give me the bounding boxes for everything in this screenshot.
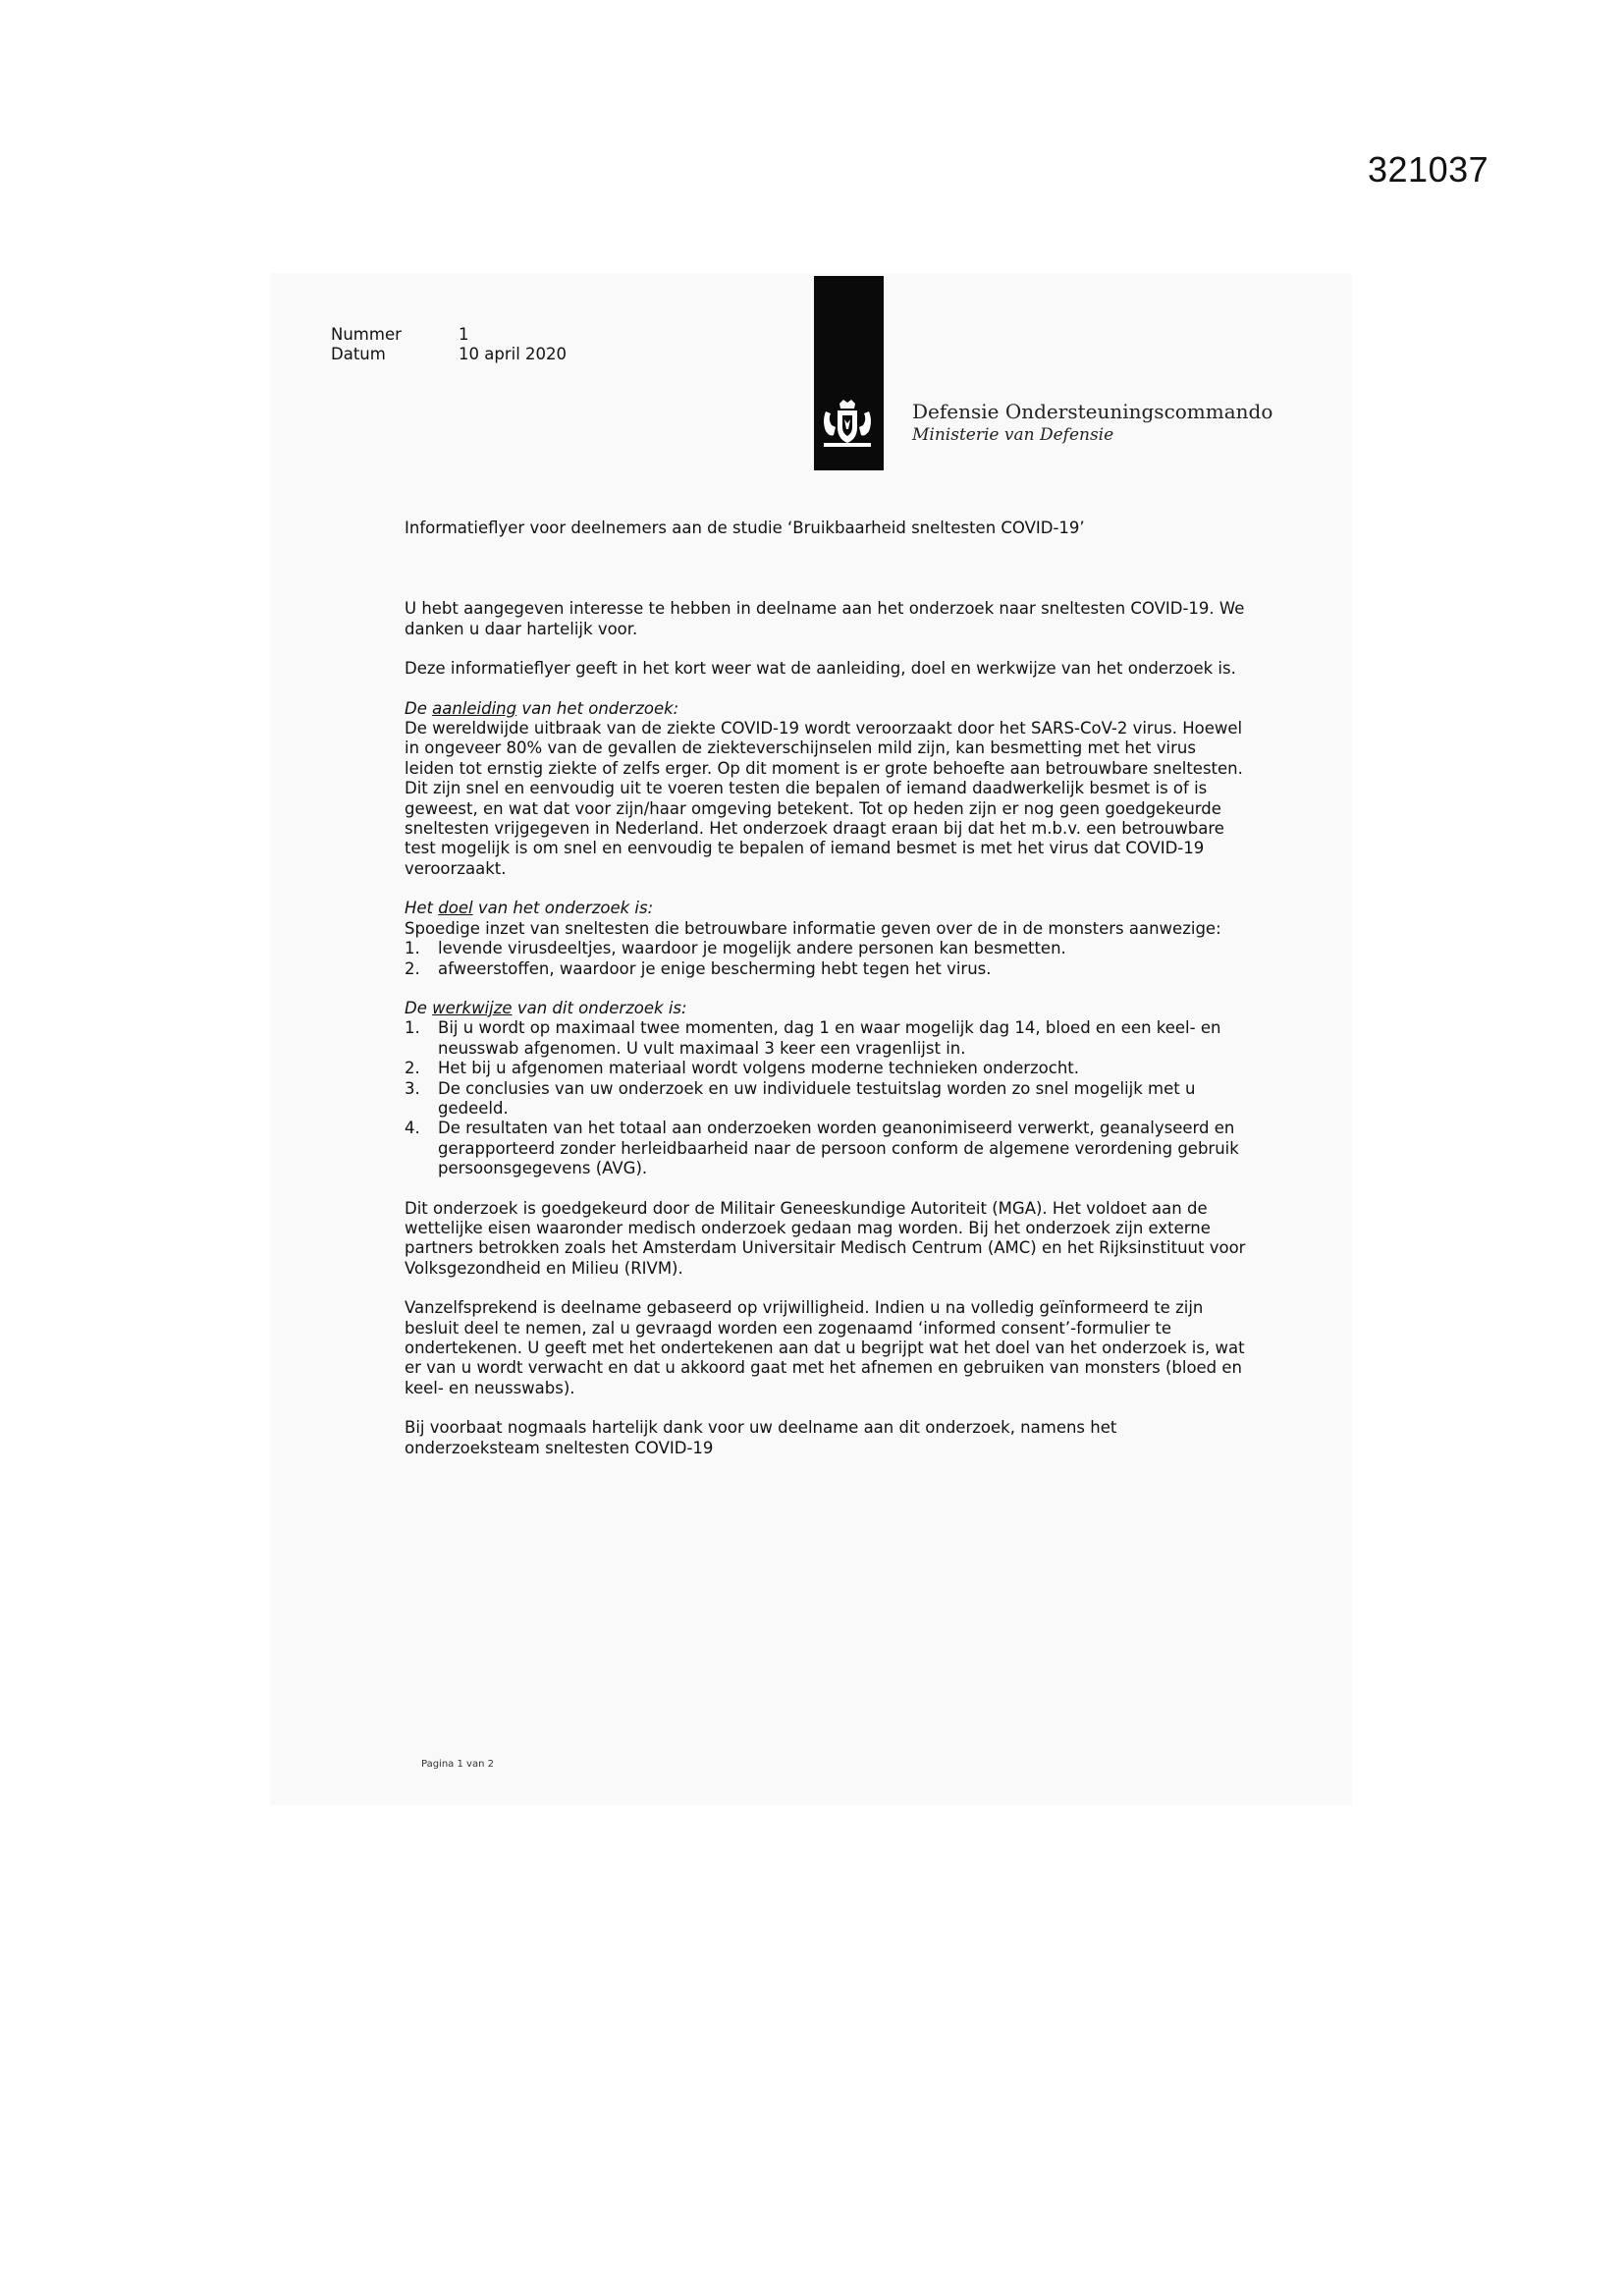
intro-paragraph-2: Deze informatieflyer geeft in het kort weer wat de aanleiding, doel en werkwijze van het onderzoek is. xyxy=(405,659,1236,679)
list-item: 4. De resultaten van het totaal aan onderzoeken worden geanonimiseerd verwerkt, geanalyseerd en gerapporteerd zonder herleidbaarheid naar de persoon conform de algemene verordening gebruik persoonsgegevens (AVG). xyxy=(405,1119,1239,1178)
doel-list xyxy=(405,939,1249,979)
closing-paragraph: Bij voorbaat nogmaals hartelijk dank voor uw deelname aan dit onderzoek, namens het onderzoeksteam sneltesten COVID-19 xyxy=(405,1418,1117,1457)
list-item: 3. De conclusies van uw onderzoek en uw individuele testuitslag worden zo snel mogelijk met u gedeeld. xyxy=(405,1078,1196,1118)
document-meta xyxy=(331,325,567,364)
werkwijze-list xyxy=(405,1018,1249,1178)
list-item: 1. Bij u wordt op maximaal twee momenten, dag 1 en waar mogelijk dag 14, bloed en een keel- en neusswab afgenomen. U vult maximaal 3 keer een vragenlijst in. xyxy=(405,1018,1221,1058)
ministry-name: Ministerie van Defensie xyxy=(912,425,1114,445)
organization xyxy=(912,399,1272,446)
aanleiding-heading: De aanleiding van het onderzoek: xyxy=(405,698,679,718)
doel-heading: Het doel van het onderzoek is: xyxy=(405,899,654,918)
list-item: 2. afweerstoffen, waardoor je enige bescherming hebt tegen het virus. xyxy=(405,958,992,978)
doel-text: Spoedige inzet van sneltesten die betrouwbare informatie geven over de in de monsters aanwezige: xyxy=(405,918,1221,938)
intro-paragraph: U hebt aangegeven interesse te hebben in deelname aan het onderzoek naar sneltesten COVID-19. We danken u daar hartelijk voor. xyxy=(405,599,1245,638)
datum-label: Datum xyxy=(331,345,386,363)
page-footer: Pagina 1 van 2 xyxy=(421,1759,494,1770)
list-item: 2. Het bij u afgenomen materiaal wordt volgens moderne technieken onderzocht. xyxy=(405,1059,1080,1078)
royal-crest-icon xyxy=(818,398,877,453)
nummer-label: Nummer xyxy=(331,325,402,344)
flyer-title: Informatieflyer voor deelnemers aan de studie ‘Bruikbaarheid sneltesten COVID-19’ xyxy=(405,519,1085,537)
letter-body xyxy=(405,519,1249,1458)
werkwijze-heading: De werkwijze van dit onderzoek is: xyxy=(405,998,687,1017)
document-number: 321037 xyxy=(1368,149,1489,190)
datum-value: 10 april 2020 xyxy=(459,345,568,363)
nummer-value: 1 xyxy=(459,325,469,344)
aanleiding-text: De wereldwijde uitbraak van de ziekte COVID-19 wordt veroorzaakt door het SARS-CoV-2 virus. Hoewel in ongeveer 80% van de gevallen de ziekteverschijnselen mild zijn, kan besmetting met het virus leiden tot ernstig ziekte of zelfs erger. Op dit moment is er grote behoefte aan betrouwbare sneltesten. Dit zijn snel en eenvoudig uit te voeren testen die bepalen of iemand daadwerkelijk besmet is of is geweest, en wat dat voor zijn/haar omgeving betekent. Tot op heden zijn er nog geen goedgekeurde sneltesten vrijgegeven in Nederland. Het onderzoek draagt eraan bij dat het m.b.v. een betrouwbare test mogelijk is om snel en eenvoudig te bepalen of iemand besmet is met het virus dat COVID-19 veroorzaakt. xyxy=(405,719,1243,878)
vrijwilligheid-paragraph: Vanzelfsprekend is deelname gebaseerd op vrijwilligheid. Indien u na volledig geïnformeerd te zijn besluit deel te nemen, zal u gevraagd worden een zogenaamd ‘informed consent’-formulier te ondertekenen. U geeft met het ondertekenen aan dat u begrijpt wat het doel van het onderzoek is, wat er van u wordt verwacht en dat u akkoord gaat met het afnemen en gebruiken van monsters (bloed en keel- en neusswabs). xyxy=(405,1298,1245,1397)
organization-name: Defensie Ondersteuningscommando xyxy=(912,400,1273,423)
list-item: 1. levende virusdeeltjes, waardoor je mogelijk andere personen kan besmetten. xyxy=(405,939,1066,958)
mga-paragraph: Dit onderzoek is goedgekeurd door de Militair Geneeskundige Autoriteit (MGA). Het voldoet aan de wettelijke eisen waaronder medisch onderzoek gedaan mag worden. Bij het onderzoek zijn externe partners betrokken zoals het Amsterdam Universitair Medisch Centrum (AMC) en het Rijksinstituut voor Volksgezondheid en Milieu (RIVM). xyxy=(405,1198,1246,1278)
